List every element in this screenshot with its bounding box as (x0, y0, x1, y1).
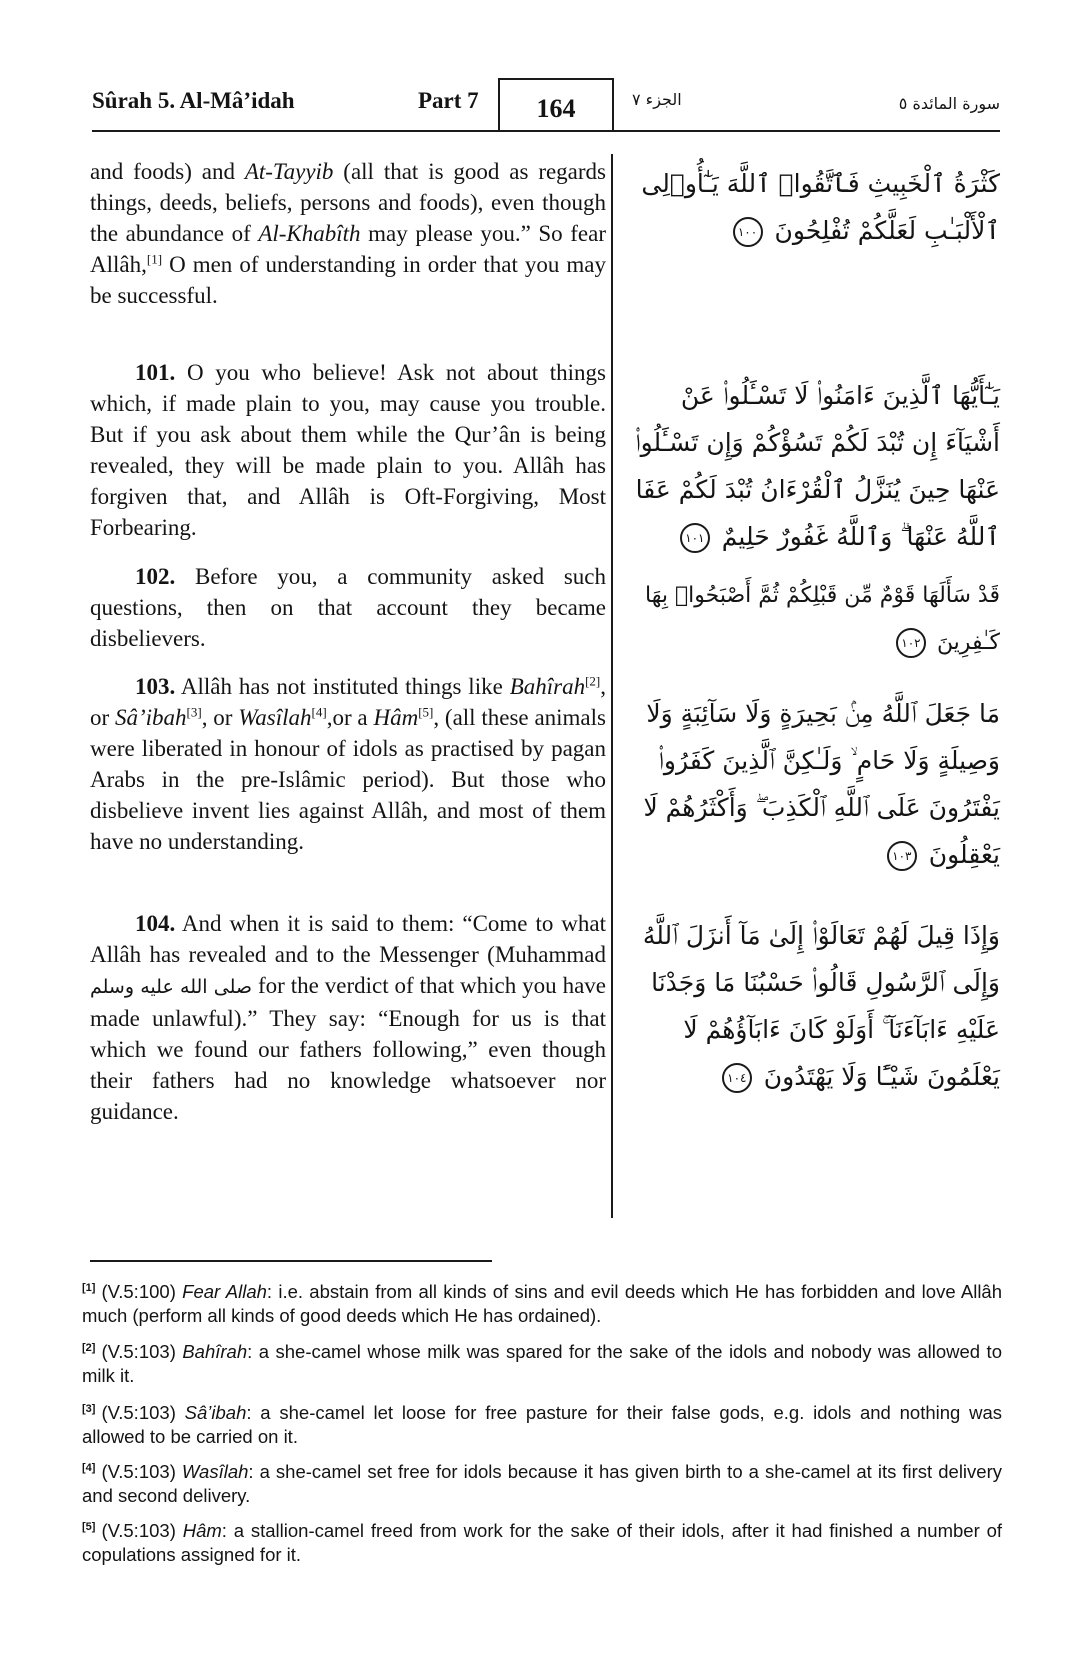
footnote-text: (V.5:103) Hâm: a stallion-camel freed from work for the sake of their idols, after it had finished a number of copulations assigned for it. (82, 1520, 1002, 1565)
page-header (92, 84, 1000, 134)
footnote-text: (V.5:103) Bahîrah: a she-camel whose milk was spared for the sake of the idols and nobody was allowed to milk it. (82, 1341, 1002, 1386)
verse-number: 103. (135, 674, 176, 699)
footnote-text: (V.5:100) Fear Allah: i.e. abstain from all kinds of sins and evil deeds which He has forbidden and love Allâh much (perform all kinds of good deeds which He has ordained). (82, 1281, 1003, 1326)
ayah-end-marker: ١٠٤ (722, 1063, 752, 1093)
footnote-3 (82, 1401, 1002, 1449)
arabic-text: كَثْرَةُ ٱلْخَبِيثِ فَٱتَّقُوا۟ ٱللَّهَ يَـٰٓأُو۟لِى ٱلْأَلْبَـٰبِ لَعَلَّكُمْ تُفْلِحُونَ (641, 169, 1000, 245)
verse-101 (90, 357, 606, 543)
verse-102 (90, 561, 606, 654)
footnote-rule (90, 1260, 492, 1262)
footnote-marker: [3] (82, 1402, 96, 1415)
verse-100-continuation (90, 156, 606, 311)
ayah-end-marker: ١٠٣ (887, 841, 917, 871)
footnote-text: (V.5:103) Wasîlah: a she-camel set free for idols because it has given birth to a she-camel at its first delivery and second delivery. (82, 1461, 1002, 1506)
verse-number: 102. (135, 564, 176, 589)
ayah-end-marker: ١٠١ (680, 523, 710, 553)
arabic-verse-100 (628, 160, 1000, 254)
page-number: 164 (498, 78, 614, 130)
footnote-marker: [4] (82, 1461, 96, 1474)
part-label: Part 7 (418, 88, 479, 113)
footnote-5 (82, 1519, 1002, 1567)
footnote-marker: [1] (82, 1281, 96, 1294)
verse-text: Before you, a community asked such questions, then on that account they became disbelievers. (90, 564, 606, 651)
footnote-1 (82, 1280, 1002, 1328)
arabic-text: قَدْ سَأَلَهَا قَوْمٌ مِّن قَبْلِكُمْ ثُمَّ أَصْبَحُوا۟ بِهَا كَـٰفِرِينَ (644, 583, 1000, 655)
ayah-end-marker: ١٠٠ (733, 217, 763, 247)
verse-number: 101. (135, 360, 176, 385)
juz-arabic: الجزء ٧ (632, 90, 682, 109)
footnote-marker: [5] (82, 1520, 96, 1533)
verse-103 (90, 671, 606, 857)
column-divider (611, 154, 613, 1218)
arabic-verse-103 (628, 690, 1000, 878)
verse-text: O you who believe! Ask not about things which, if made plain to you, may cause you trouble. But if you ask about them while the Qur’ân is being revealed, they will be made plain to you. Allâh has forgiven that, and Allâh is Oft-Forgiving, Most Forbearing. (90, 360, 607, 540)
verse-number: 104. (135, 911, 176, 936)
verse-text: Allâh has not instituted things like Bahîrah[2], or Sâ’ibah[3], or Wasîlah[4],or a Hâm[5], (all these animals were liberated in honour of idols as practised by pagan Arabs in the pre-Islâmic period). But those who disbelieve invent lies against Allâh, and most of them have no understanding. (90, 673, 606, 854)
ayah-end-marker: ١٠٢ (896, 628, 926, 658)
verse-text: And when it is said to them: “Come to what Allâh has revealed and to the Messenger (Muhammad صلى الله عليه وسلم for the verdict of that which you have made unlawful).” They say: “Enough for us is that which we found our fathers following,” even though their fathers had no knowledge whatsoever nor guidance. (90, 911, 607, 1124)
footnote-4 (82, 1460, 1002, 1508)
verse-text: and foods) and At-Tayyib (all that is good as regards things, deeds, beliefs, persons and foods), even though the abundance of Al-Khabîth may please you.” So fear Allâh,[1] O men of understanding in order that you may be successful. (90, 159, 607, 308)
arabic-text: وَإِذَا قِيلَ لَهُمْ تَعَالَوْا۟ إِلَىٰ مَآ أَنزَلَ ٱللَّهُ وَإِلَى ٱلرَّسُولِ قَالُوا۟ حَسْبُنَا مَا وَجَدْنَا عَلَيْهِ ءَابَآءَنَآ ۚ أَوَلَوْ كَانَ ءَابَآؤُهُمْ لَا يَعْلَمُونَ شَيْـًٔا وَلَا يَهْتَدُونَ (642, 921, 1000, 1091)
arabic-text: يَـٰٓأَيُّهَا ٱلَّذِينَ ءَامَنُوا۟ لَا تَسْـَٔلُوا۟ عَنْ أَشْيَآءَ إِن تُبْدَ لَكُمْ تَسُؤْكُمْ وَإِن تَسْـَٔلُوا۟ عَنْهَا حِينَ يُنَزَّلُ ٱلْقُرْءَانُ تُبْدَ لَكُمْ عَفَا ٱللَّهُ عَنْهَا ۗ وَٱللَّهُ غَفُورٌ حَلِيمٌ (634, 381, 1000, 551)
arabic-verse-102 (628, 572, 1000, 666)
surah-title-arabic: سورة المائدة ٥ (898, 94, 1000, 113)
footnote-2 (82, 1340, 1002, 1388)
arabic-text: مَا جَعَلَ ٱللَّهُ مِنۢ بَحِيرَةٍ وَلَا سَآئِبَةٍ وَلَا وَصِيلَةٍ وَلَا حَامٍ ۙ وَلَـٰكِنَّ ٱلَّذِينَ كَفَرُوا۟ يَفْتَرُونَ عَلَى ٱللَّهِ ٱلْكَذِبَ ۖ وَأَكْثَرُهُمْ لَا يَعْقِلُونَ (643, 699, 1000, 869)
arabic-verse-101 (628, 372, 1000, 560)
verse-104 (90, 908, 606, 1127)
arabic-verse-104 (628, 912, 1000, 1100)
surah-title: Sûrah 5. Al-Mâ’idah (92, 88, 295, 113)
footnote-text: (V.5:103) Sâ’ibah: a she-camel let loose for free pasture for their false gods, e.g. idols and nothing was allowed to be carried on it. (82, 1402, 1003, 1447)
footnote-marker: [2] (82, 1341, 96, 1354)
